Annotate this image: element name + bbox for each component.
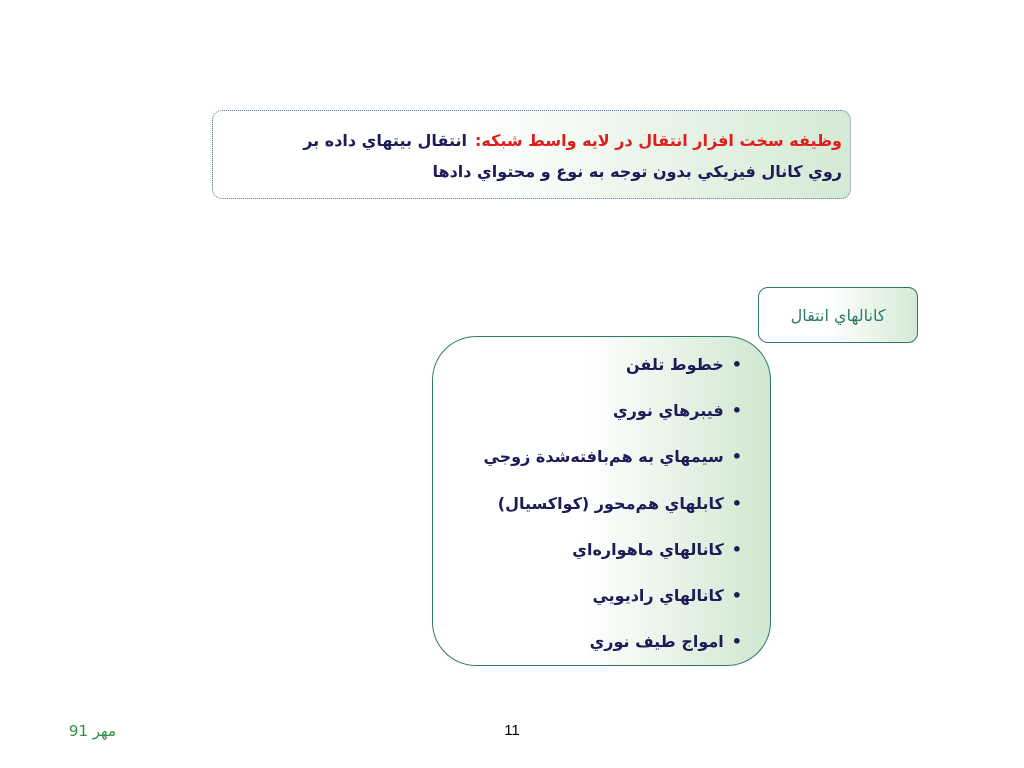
channel-item-satellite: • كانالهاي ماهواره‌اي [445, 527, 742, 573]
definition-text-1: انتقال بيتهاي داده بر [303, 131, 467, 150]
channel-item-optical-fibers: • فيبرهاي نوري [445, 388, 742, 434]
definition-line-1 [221, 125, 842, 156]
channels-heading: كانالهاي انتقال [790, 305, 886, 325]
channel-item-optical-spectrum: • امواج طيف نوري [445, 619, 742, 665]
page-number: 11 [504, 722, 520, 739]
channels-heading-box [758, 287, 918, 343]
footer-date: مهر 91 [68, 722, 116, 740]
channel-item-coaxial-cable: • كابلهاي هم‌محور (كواكسيال) [445, 481, 742, 527]
channel-item-telephone-lines: • خطوط تلفن [445, 342, 742, 388]
channel-item-radio: • كانالهاي راديويي [445, 573, 742, 619]
definition-line-2: روي كانال فيزيكي بدون توجه به نوع و محتواي دادها [432, 162, 842, 181]
definition-term: وظيفه سخت افزار انتقال در لايه واسط شبكه: [474, 131, 842, 150]
definition-box [212, 110, 851, 199]
channels-list [433, 337, 770, 665]
channels-list-box [432, 336, 771, 666]
channel-item-twisted-pair: • سيمهاي به هم‌بافته‌شدة زوجي [445, 434, 742, 480]
